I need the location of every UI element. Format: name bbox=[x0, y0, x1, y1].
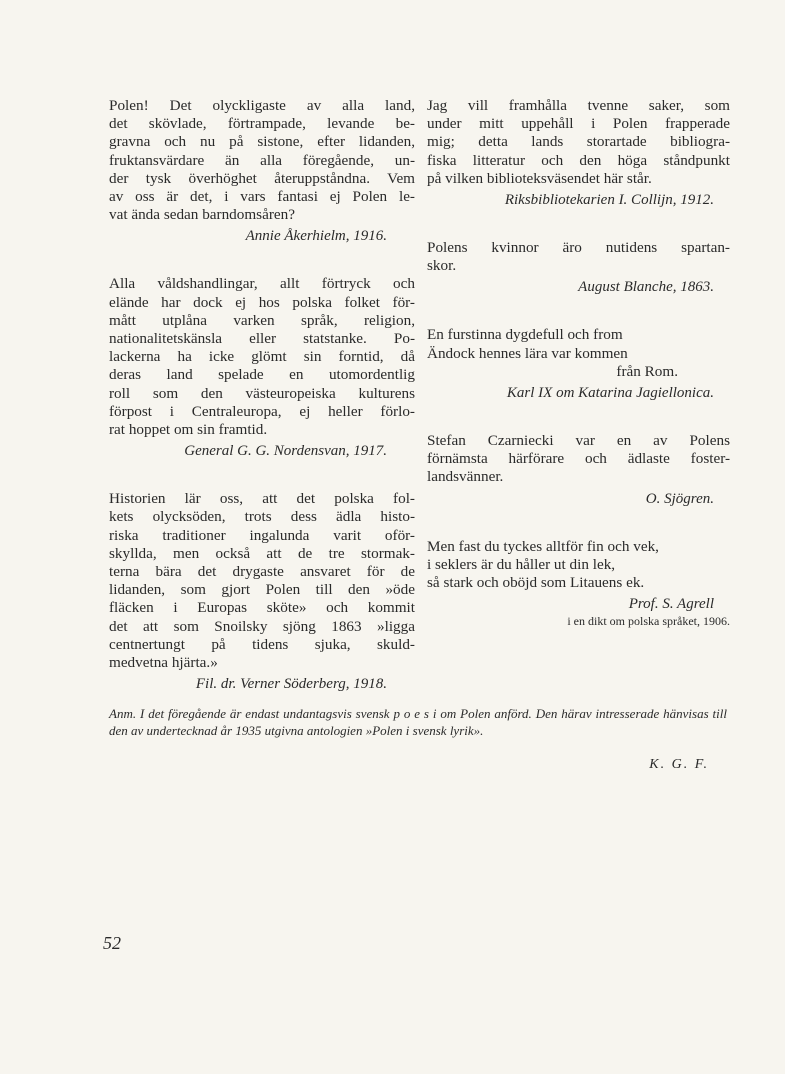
attribution: Prof. S. Agrell bbox=[628, 596, 714, 613]
text-line: centnertungt på tidens sjuka, skuld- bbox=[109, 635, 415, 653]
footnote-line: svensk lyrik». bbox=[412, 723, 484, 738]
verse-line: så stark och oböjd som Litauens ek. bbox=[427, 574, 645, 592]
text-line: det att som Snoilsky sjöng 1863 »ligga bbox=[109, 617, 415, 635]
author-initials: K. G. F. bbox=[649, 757, 709, 772]
left-column bbox=[109, 97, 415, 723]
text-line: fruktansvärdare än alla föregående, un- bbox=[109, 151, 415, 169]
text-line: Alla våldshandlingar, allt förtryck och bbox=[109, 275, 415, 293]
text-line: Polens kvinnor äro nutidens spartan- bbox=[427, 239, 730, 257]
attribution: Annie Åkerhielm, 1916. bbox=[245, 228, 387, 245]
quote-agrell bbox=[427, 538, 730, 630]
verse-text bbox=[427, 326, 730, 381]
text-line: riska traditioner ingalunda varit oför- bbox=[109, 526, 415, 544]
text-line: kets olycksöden, trots dess ädla histo- bbox=[109, 508, 415, 526]
verse-line: En furstinna dygdefull och from bbox=[427, 326, 623, 344]
quote-nordensvan bbox=[109, 275, 415, 460]
text-line: medvetna hjärta.» bbox=[109, 654, 218, 672]
quote-text bbox=[427, 97, 730, 188]
text-line: fiska litteratur och den höga ståndpunkt bbox=[427, 151, 730, 169]
text-line: fläcken i Europas sköte» och kommit bbox=[109, 599, 415, 617]
text-line: Polen! Det olyckligaste av alla land, bbox=[109, 97, 415, 114]
text-line: mig; detta lands storartade bibliogra- bbox=[427, 133, 730, 151]
text-line: elände har dock ej hos polska folket för- bbox=[109, 293, 415, 311]
quote-text bbox=[109, 490, 415, 672]
footnote bbox=[109, 705, 727, 739]
text-line: deras land spelade en utomordentlig bbox=[109, 366, 415, 384]
verse-line: i seklers är du håller ut din lek, bbox=[427, 555, 616, 573]
verse-line: Men fast du tyckes alltför fin och vek, bbox=[427, 537, 659, 555]
text-line: skyllda, men också att de tre stormak- bbox=[109, 544, 415, 562]
text-line: Historien lär oss, att det polska fol- bbox=[109, 490, 415, 508]
quote-soderberg bbox=[109, 490, 415, 693]
attribution: Riksbibliotekarien I. Collijn, 1912. bbox=[504, 192, 714, 209]
quote-sjogren bbox=[427, 432, 730, 508]
footnote-line: Anm. I det föregående är endast undantagsvis svensk p o e s i om Polen anförd. Den bbox=[109, 706, 558, 721]
right-column bbox=[427, 97, 730, 659]
text-line: lackerna ha icke glömt sin forntid, då bbox=[109, 348, 415, 366]
text-line: Jag vill framhålla tvenne saker, som bbox=[427, 97, 730, 114]
text-line: nationalitetskänsla eller statstanke. Po- bbox=[109, 330, 415, 348]
text-line: under mitt uppehåll i Polen frapperade bbox=[427, 115, 730, 133]
quote-text bbox=[109, 275, 415, 439]
text-line: der tysk överhöghet återuppståndna. Vem bbox=[109, 169, 415, 187]
quote-collijn bbox=[427, 97, 730, 209]
quote-akerhielm bbox=[109, 97, 415, 245]
text-line: rat hoppet om sin framtid. bbox=[109, 421, 268, 439]
text-line: av oss är det, i vars fantasi ej Polen le- bbox=[109, 188, 415, 206]
quote-blanche bbox=[427, 239, 730, 296]
text-line: lidanden, som gjort Polen till den »öde bbox=[109, 581, 415, 599]
text-line: på vilken biblioteksväsendet här står. bbox=[427, 169, 652, 187]
quote-karl-ix bbox=[427, 326, 730, 402]
text-line: förpost i Centraleuropa, ej heller förlo- bbox=[109, 402, 415, 420]
text-line: vat ända sedan barndomsåren? bbox=[109, 206, 295, 224]
verse-line: från Rom. bbox=[616, 362, 678, 380]
attribution: Fil. dr. Verner Söderberg, 1918. bbox=[195, 676, 387, 693]
text-line: mått utplåna varken språk, religion, bbox=[109, 311, 415, 329]
quote-text bbox=[427, 432, 730, 487]
text-line: gravna och nu på sistone, efter lidanden, bbox=[109, 133, 415, 151]
text-line: Stefan Czarniecki var en av Polens bbox=[427, 432, 730, 450]
attribution: General G. G. Nordensvan, 1917. bbox=[184, 443, 387, 460]
sub-attribution: i en dikt om polska språket, 1906. bbox=[567, 614, 730, 629]
quote-text bbox=[109, 97, 415, 224]
page-number: 52 bbox=[103, 933, 121, 953]
text-line: landsvänner. bbox=[427, 468, 504, 486]
verse-text bbox=[427, 538, 730, 593]
quote-text bbox=[427, 239, 730, 275]
text-line: roll som den västeuropeiska kulturens bbox=[109, 384, 415, 402]
verse-line: Ändock hennes lära var kommen bbox=[427, 344, 628, 362]
text-line: skor. bbox=[427, 257, 457, 275]
attribution: Karl IX om Katarina Jagiellonica. bbox=[506, 385, 714, 402]
attribution: August Blanche, 1863. bbox=[578, 279, 714, 296]
text-line: det skövlade, förtrampade, levande be- bbox=[109, 115, 415, 133]
attribution: O. Sjögren. bbox=[645, 490, 714, 507]
text-line: terna bära det drygaste ansvaret för de bbox=[109, 563, 415, 581]
footnote-line: härav intresserade hänvisas till den av undertecknad år 1935 utgivna antologien »Polen i bbox=[109, 706, 728, 738]
text-line: förnämsta härförare och ädlaste foster- bbox=[427, 450, 730, 468]
